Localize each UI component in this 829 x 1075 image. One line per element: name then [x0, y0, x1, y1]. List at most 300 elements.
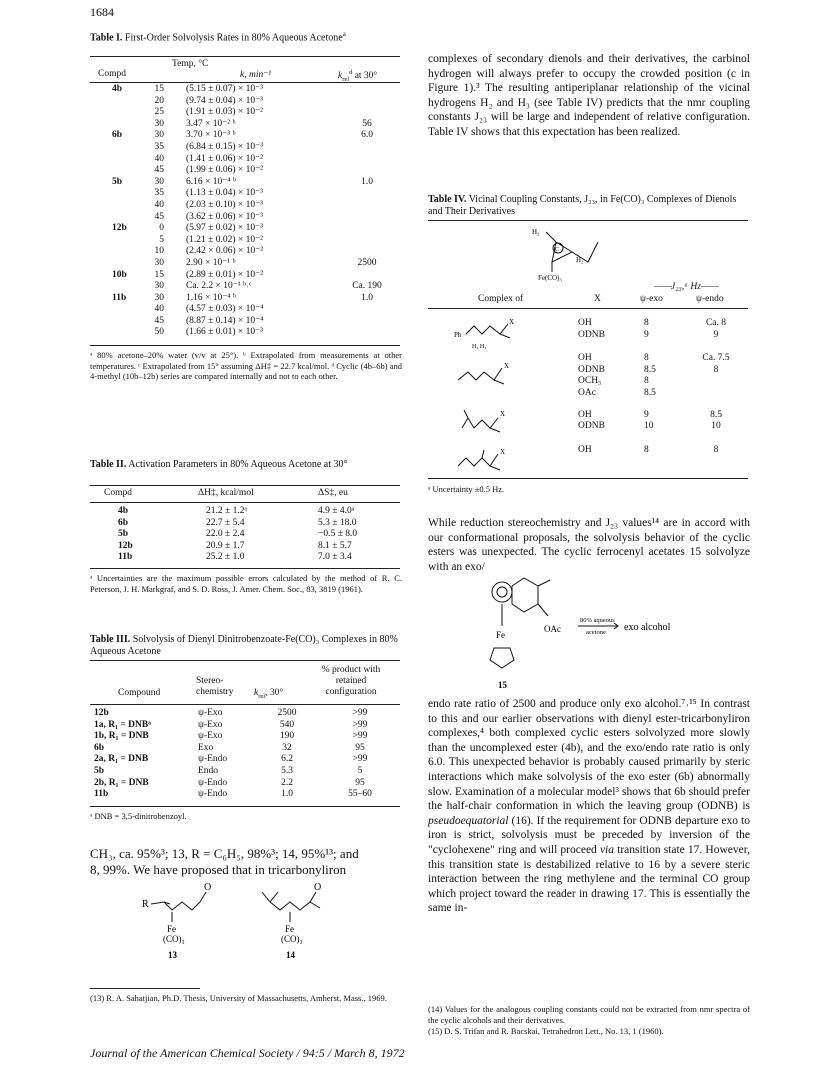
right-bottom-paragraph: endo rate ratio of 2500 and produce only exo alcohol.⁷˒¹⁵ In contrast to this and our earlier observations with dienyl ester-tricarbonyliron complexes,⁴ both complexed cyclic esters solvolyzed more slowly than the uncomplexed ester (4b), and the exo/endo rate ratio is only 6.0. This unexpected behavior is probably caused primarily by steric interactions which make solvolysis of the exo ester (6b) abnormally slow. Examination of a molecular model³ shows that 6b should prefer the half-chair conformation in which the leaving group (ODNB) is pseudoequatorial (16). If the requirement for ODNB departure exo to iron is strict, solvolysis must be preceded by inversion of the "cyclohexene" ring and will proceed via transition state 17. However, this transition state is destabilized relative to 16 by a severe steric interaction between the ring methylene and the terminal CO group which project toward the reader in drawing 17. This is essentially the same in-	[428, 698, 750, 915]
table3-cell-krel: 2500	[277, 708, 297, 718]
table3-cell-krel: 190	[279, 731, 295, 742]
table4-header-complex: Complex of	[478, 294, 524, 304]
table4-structures	[428, 310, 578, 480]
table4-caption	[428, 194, 750, 218]
table2-label: Table II.	[90, 459, 127, 470]
table4-cell-exo: 8	[644, 444, 649, 455]
table4-cell-x: OH	[578, 444, 592, 455]
table4-s3-chain	[462, 410, 500, 432]
table3-cell-pct: 95	[355, 777, 365, 788]
table1-cell-k: (1.41 ± 0.06) × 10⁻²	[186, 153, 264, 164]
table1-cell-krel	[334, 212, 400, 224]
table4-header-endo: ψ-endo	[696, 294, 724, 304]
table3-cell-stereo: ψ-Exo	[198, 719, 223, 730]
table3-row	[90, 766, 400, 778]
table1-row	[90, 293, 400, 305]
table1-header-krel-sub: rel	[342, 76, 350, 84]
table1-cell-krel: 6.0	[361, 130, 373, 141]
table4-cell-endo: Ca. 8	[705, 318, 727, 328]
table2-cell-compd: 11b	[118, 552, 133, 563]
table4-header-exo: ψ-exo	[640, 294, 663, 304]
table4-row	[578, 376, 748, 388]
table2-cell-dh: 21.2 ± 1.2ᵃ	[206, 506, 248, 516]
table1-row	[90, 270, 400, 282]
table4-s1-h: H₂ H₃	[472, 344, 487, 350]
table2-cell-compd: 12b	[118, 540, 133, 551]
table4-top-rule	[428, 220, 748, 221]
table1-cell-k: 3.70 × 10⁻³ ᵇ	[186, 130, 236, 141]
table2-cell-ds: −0.5 ± 8.0	[318, 529, 358, 540]
structure-14-number: 14	[286, 950, 295, 960]
table3-cell-compound: 1b, R₁ = DNB	[94, 731, 149, 742]
table1-cell-krel	[334, 188, 400, 200]
table1-cell-k: 3.47 × 10⁻² ᵇ	[186, 118, 236, 129]
structure-13-number: 13	[168, 950, 177, 960]
scheme15-cond2: acetone	[586, 629, 606, 636]
table1-cell-temp: 0	[159, 223, 164, 234]
table1-row	[90, 165, 400, 177]
table1-caption-sup: a	[342, 30, 346, 38]
table4-group-spacer	[578, 400, 748, 410]
table4-j-header-text: J₂₃,ᵃ Hz	[671, 282, 701, 292]
footnote-rule	[90, 988, 200, 989]
table3-row	[90, 743, 400, 755]
table1	[90, 84, 400, 339]
table1-cell-temp: 35	[154, 188, 164, 199]
table3-header-compound: Compound	[118, 688, 161, 698]
table1-cell-compd: 6b	[112, 130, 123, 141]
structure-13-carbonyl	[200, 892, 206, 902]
table3-cell-stereo: ψ-Exo	[198, 708, 223, 718]
table1-row	[90, 304, 400, 316]
table4-structure-1	[454, 318, 514, 350]
table1-cell-k: 6.16 × 10⁻⁴ ᵇ	[186, 176, 236, 187]
table4-cell-exo: 8	[644, 376, 649, 387]
scheme15-cond1: 80% aqueous	[580, 617, 615, 624]
table1-cell-temp: 10	[154, 246, 164, 257]
table1-header-k: k, min⁻¹	[240, 70, 272, 80]
table1-cell-krel	[334, 235, 400, 247]
table4-cell-endo	[684, 376, 748, 388]
table1-header-temp: Temp, °C	[172, 59, 209, 69]
structure-14-fe: Fe	[285, 924, 294, 934]
table2-header-rule	[90, 502, 400, 503]
table1-cell-compd	[90, 235, 134, 247]
table1-cell-krel	[334, 270, 400, 282]
table1-row	[90, 235, 400, 247]
table1-cell-krel	[334, 304, 400, 316]
table4-header-x: X	[594, 294, 601, 304]
table1-cell-k: (5.15 ± 0.07) × 10⁻³	[186, 84, 264, 94]
table1-cell-compd	[90, 154, 134, 166]
table1-row	[90, 223, 400, 235]
table3-cell-pct: >99	[352, 731, 368, 742]
scheme15-rings	[512, 578, 550, 616]
table1-cell-compd	[90, 119, 134, 131]
table2-cell-ds: 5.3 ± 18.0	[318, 517, 357, 528]
table2-cell-dh: 20.9 ± 1.7	[206, 540, 245, 551]
table1-row	[90, 258, 400, 270]
table4	[578, 318, 748, 468]
table1-cell-temp: 25	[154, 107, 164, 118]
table3-cell-stereo: ψ-Endo	[198, 754, 228, 765]
table2-row	[90, 518, 400, 530]
table4-cell-exo: 10	[644, 421, 654, 432]
table1-label: Table I.	[90, 32, 123, 44]
table4-row	[578, 365, 748, 377]
table1-bottom-rule	[90, 345, 400, 346]
table2-header-ds: ΔS‡, eu	[318, 488, 348, 498]
table1-cell-temp: 40	[154, 199, 164, 210]
table4-s3-x: X	[500, 410, 506, 418]
table1-cell-k: 1.16 × 10⁻⁴ ᵇ	[186, 292, 236, 303]
table4-cell-exo: 8	[644, 353, 649, 364]
table1-row	[90, 142, 400, 154]
table1-row	[90, 154, 400, 166]
table4-bottom-rule	[428, 478, 748, 479]
table3-cell-krel: 540	[279, 719, 295, 730]
table1-header-krel-sup: d	[349, 69, 353, 76]
table3-cell-krel: 32	[282, 742, 292, 753]
ref-13: (13) R. A. Sahatjian, Ph.D. Thesis, University of Massachusetts, Amherst, Mass., 1969.	[90, 993, 387, 1003]
structure-14-chain	[262, 892, 316, 910]
table3-cell-krel: 5.3	[281, 765, 293, 776]
table4-cell-x: OH	[578, 318, 592, 328]
table1-top-rule	[90, 56, 400, 57]
scheme15-fe: Fe	[496, 630, 505, 640]
table1-cell-k: (4.57 ± 0.03) × 10⁻⁴	[186, 304, 264, 315]
table1-row	[90, 316, 400, 328]
table4-cell-endo: 8	[713, 364, 719, 375]
table2-row	[90, 552, 400, 564]
table4-row	[578, 318, 748, 330]
table2-header-compd: Compd	[104, 488, 132, 498]
table3-cell-stereo: ψ-Endo	[198, 777, 228, 788]
table1-cell-temp: 50	[154, 327, 164, 338]
table1-row	[90, 246, 400, 258]
table2-cell-dh: 22.7 ± 5.4	[206, 517, 245, 528]
table3-cell-compound: 2b, R₁ = DNB	[94, 777, 149, 788]
table3	[90, 708, 400, 801]
scheme15-cp-top	[492, 582, 512, 602]
table1-cell-krel	[334, 165, 400, 177]
table4-cell-endo: 10	[711, 421, 721, 432]
table1-cell-compd	[90, 188, 134, 200]
ref-14: (14) Values for the analogous coupling constants could not be extracted from nmr spectra of the cyclic alcohols and their derivatives.	[428, 1004, 750, 1025]
table1-cell-compd	[90, 316, 134, 328]
table1-cell-k: (1.66 ± 0.01) × 10⁻³	[186, 327, 264, 338]
left-body-line2: 8, 99%. We have proposed that in tricarbonyliron	[90, 862, 347, 877]
table1-row	[90, 107, 400, 119]
table1-footnote: ᵃ 80% acetone–20% water (v/v at 25°). ᵇ Extrapolated from measurements at other temperatures. ᶜ Extrapolated from 15° assuming ΔH‡ = 22.7 kcal/mol. ᵈ Cyclic (4b–6b) and 4-methyl (10b–12b) series are compared internally and not to each other.	[90, 350, 402, 381]
structure-13-r: R	[142, 899, 149, 910]
table2-cell-ds: 4.9 ± 4.0ᵃ	[318, 506, 355, 516]
table1-cell-temp: 40	[154, 153, 164, 164]
table4-cell-endo: Ca. 7.5	[702, 353, 730, 364]
table4-cell-exo: 9	[644, 409, 649, 420]
scheme15-cp-top-inner	[497, 587, 507, 597]
table1-cell-temp: 30	[154, 130, 164, 141]
table1-cell-k: (1.91 ± 0.03) × 10⁻²	[186, 107, 264, 118]
table1-cell-compd: 4b	[112, 84, 123, 94]
table1-row	[90, 84, 400, 96]
table4-diag-c: C	[555, 247, 560, 253]
scheme15-product: exo alcohol	[624, 622, 671, 633]
table2	[90, 506, 400, 564]
right-mid-paragraph: While reduction stereochemistry and J₂₃ values¹⁴ are in accord with our conformational proposals, the solvolysis behavior of the cyclic esters was unexpected. The cyclic ferrocenyl acetates 15 solvolyze with an exo/	[428, 517, 750, 573]
table4-cell-endo: 8	[713, 444, 719, 455]
table1-cell-krel	[334, 327, 400, 339]
table1-cell-temp: 15	[154, 84, 164, 94]
table3-header-krel-sub: rel	[258, 692, 266, 700]
table1-row	[90, 130, 400, 142]
right-top-paragraph: complexes of secondary dienols and their derivatives, the carbinol hydrogen will always prefer to occupy the crowded position (c in Figure 1).³ The resulting antiperiplanar relationship of the vicinal hydrogens H₂ and H₃ (see Table IV) predicts that the nmr coupling constants J₂₃ will be large and independent of relative configuration. Table IV shows that this expectation has been realized.	[428, 53, 750, 138]
table1-cell-krel: 2500	[357, 257, 377, 268]
table4-footnote: ᵃ Uncertainty ±0.5 Hz.	[428, 484, 505, 494]
table3-cell-compound: 11b	[94, 789, 109, 800]
table3-row	[90, 778, 400, 790]
structure-13-o: O	[204, 882, 212, 893]
table4-structure-2	[458, 362, 509, 384]
table4-s4-chain	[458, 450, 500, 470]
structure-13-chain	[151, 902, 200, 910]
table3-label: Table III.	[90, 634, 131, 645]
table3-cell-krel: 1.0	[281, 789, 293, 800]
table1-cell-krel: 1.0	[361, 176, 373, 187]
table1-row	[90, 327, 400, 339]
table4-s1-ph: Ph	[454, 331, 462, 339]
table4-cell-x: ODNB	[578, 364, 605, 375]
table1-row	[90, 188, 400, 200]
ref-15: (15) D. S. Trifan and R. Bacskai, Tetrahedron Lett., No. 13, 1 (1960).	[428, 1026, 664, 1036]
table1-cell-temp: 30	[154, 118, 164, 129]
table1-cell-krel	[334, 223, 400, 235]
table4-cell-exo: 8.5	[644, 387, 656, 398]
table4-j-header: ——J₂₃,ᵃ Hz——	[654, 282, 718, 292]
table4-structure-4	[458, 448, 505, 470]
table3-caption	[90, 634, 402, 658]
table4-s1-x: X	[509, 318, 515, 326]
table4-cell-endo: 8.5	[710, 409, 722, 420]
table1-cell-krel	[334, 246, 400, 258]
table4-s2-x: X	[504, 362, 510, 370]
table4-cell-x: OAc	[578, 387, 596, 398]
table1-caption	[90, 28, 402, 44]
table2-cell-ds: 8.1 ± 5.7	[318, 540, 352, 551]
table3-header-krel-tail: , 30°	[265, 688, 284, 698]
table1-cell-krel	[334, 107, 400, 119]
table4-header-rule	[428, 308, 748, 309]
table3-row	[90, 789, 400, 801]
table2-cell-compd: 4b	[118, 506, 129, 516]
table1-cell-krel: 56	[362, 118, 372, 129]
structure-14-methyl	[310, 902, 320, 908]
table3-cell-compound: 1a, R₁ = DNBᵃ	[94, 719, 151, 730]
table4-s4-x: X	[500, 448, 506, 456]
structure-13-co: (CO)₃	[163, 934, 185, 944]
table2-row	[90, 541, 400, 553]
table4-row	[578, 353, 748, 365]
structure-13-fe: Fe	[167, 924, 176, 934]
table3-header-stereo: Stereo-chemistry	[196, 676, 234, 697]
structure-13	[142, 882, 211, 960]
table1-row	[90, 200, 400, 212]
table4-cell-x: ODNB	[578, 421, 605, 432]
table1-cell-temp: 15	[154, 269, 164, 280]
table1-cell-compd: 12b	[112, 223, 127, 234]
table1-cell-compd	[90, 327, 134, 339]
table4-row	[578, 388, 748, 400]
table4-row	[578, 330, 748, 342]
table2-header-dh: ΔH‡, kcal/mol	[198, 488, 254, 498]
table1-cell-temp: 35	[154, 141, 164, 152]
table1-cell-compd	[90, 212, 134, 224]
table1-header-rule	[90, 82, 400, 83]
table3-cell-pct: >99	[352, 719, 368, 730]
table3-cell-pct: >99	[352, 754, 368, 765]
table3-row	[90, 754, 400, 766]
table1-cell-krel: 1.0	[361, 292, 373, 303]
table1-cell-compd: 10b	[112, 269, 127, 280]
table4-cell-exo: 9	[644, 329, 649, 340]
table1-cell-temp: 5	[159, 234, 164, 245]
table2-caption-text: Activation Parameters in 80% Aqueous Acetone at 30°	[128, 459, 348, 470]
table1-cell-temp: 30	[154, 281, 164, 292]
table3-cell-stereo: Endo	[198, 765, 219, 776]
journal-footer: Journal of the American Chemical Society / 94:5 / March 8, 1972	[90, 1046, 405, 1060]
table1-cell-k: (1.13 ± 0.04) × 10⁻³	[186, 188, 264, 199]
table1-row	[90, 281, 400, 293]
table1-cell-temp: 30	[154, 257, 164, 268]
table1-cell-compd: 11b	[112, 292, 127, 303]
table3-row	[90, 720, 400, 732]
table1-cell-krel	[334, 154, 400, 166]
table1-header-krel-tail: at 30°	[352, 71, 378, 82]
table1-cell-k: (2.03 ± 0.10) × 10⁻³	[186, 199, 264, 210]
table3-cell-pct: 95	[355, 742, 365, 753]
table3-cell-compound: 12b	[94, 708, 109, 718]
table1-cell-compd	[90, 281, 134, 293]
table3-bottom-rule	[90, 806, 400, 807]
table4-row	[578, 421, 748, 433]
table1-cell-krel	[334, 316, 400, 328]
left-body-text	[90, 846, 402, 878]
table2-bottom-rule	[90, 568, 400, 569]
table1-caption-text: First-Order Solvolysis Rates in 80% Aqueous Acetone	[124, 32, 343, 44]
table4-row	[578, 410, 748, 422]
table1-cell-k: 2.90 × 10⁻¹ ᵇ	[186, 257, 236, 268]
table1-cell-compd	[90, 107, 134, 119]
table4-cell-x: OH	[578, 409, 592, 420]
table4-diag-frame	[546, 232, 598, 262]
table4-structure-3	[462, 410, 505, 432]
table1-cell-k: (6.84 ± 0.15) × 10⁻³	[186, 141, 264, 152]
scheme15-oac: OAc	[544, 624, 561, 634]
table3-cell-stereo: ψ-Endo	[198, 789, 228, 800]
table1-row	[90, 119, 400, 131]
table2-caption	[90, 459, 402, 471]
table2-row	[90, 506, 400, 518]
table4-group-spacer	[578, 433, 748, 445]
table4-s2-chain	[458, 368, 504, 384]
table1-cell-compd	[90, 142, 134, 154]
table1-cell-compd	[90, 246, 134, 258]
table3-row	[90, 708, 400, 720]
table3-cell-pct: >99	[352, 708, 368, 718]
table3-header-krel	[254, 688, 283, 702]
table3-cell-pct: 5	[357, 765, 363, 776]
table1-cell-compd: 5b	[112, 176, 123, 187]
table2-cell-compd: 6b	[118, 517, 129, 528]
table1-cell-k: Ca. 2.2 × 10⁻¹ ᵇ˒ᶜ	[186, 281, 252, 292]
table4-s1-chain	[466, 324, 510, 338]
table1-cell-krel: Ca. 190	[352, 281, 382, 292]
table3-caption-text: Solvolysis of Dienyl Dinitrobenzoate-Fe(CO)₃ Complexes in 80% Aqueous Acetone	[90, 634, 398, 657]
table1-header-krel	[338, 69, 377, 83]
table4-cell-x: OH	[578, 353, 592, 364]
table4-cell-exo: 8	[644, 318, 649, 328]
table2-row	[90, 529, 400, 541]
table3-cell-krel: 2.2	[281, 777, 293, 788]
table4-caption-text: Vicinal Coupling Constants, J₂₃, in Fe(CO)₃ Complexes of Dienols and Their Derivatives	[428, 194, 737, 217]
table1-cell-krel	[334, 96, 400, 108]
table1-cell-compd	[90, 258, 134, 270]
table3-cell-stereo: ψ-Exo	[198, 731, 223, 742]
table1-header-compd: Compd	[98, 69, 126, 79]
table3-cell-stereo: Exo	[198, 742, 214, 753]
page-number: 1684	[90, 5, 114, 19]
table1-cell-k: (9.74 ± 0.04) × 10⁻³	[186, 95, 264, 106]
table4-diag-h2: H₂	[576, 256, 584, 264]
structure-14-o: O	[314, 882, 322, 893]
table4-cell-endo: 9	[713, 329, 719, 340]
table1-cell-k: (1.99 ± 0.06) × 10⁻²	[186, 165, 264, 176]
table1-cell-k: (2.42 × 0.06) × 10⁻²	[186, 246, 264, 257]
table4-group-spacer	[578, 341, 748, 353]
table3-header-krel-k: k	[254, 688, 259, 698]
table4-diag-fe: Fe(CO)₃	[538, 274, 562, 282]
table1-cell-k: (2.89 ± 0.01) × 10⁻²	[186, 269, 264, 280]
table1-row	[90, 212, 400, 224]
table4-row	[578, 445, 748, 457]
table2-cell-dh: 22.0 ± 2.4	[206, 529, 245, 540]
table1-cell-k: (8.87 ± 0.14) × 10⁻⁴	[186, 315, 264, 326]
table3-header	[90, 662, 400, 702]
table1-cell-compd	[90, 304, 134, 316]
structures-13-14	[130, 880, 390, 970]
table1-cell-k: (1.21 ± 0.02) × 10⁻²	[186, 234, 264, 245]
table1-row	[90, 96, 400, 108]
table3-row	[90, 731, 400, 743]
table1-cell-temp: 30	[154, 176, 164, 187]
table1-header-krel-k: k	[338, 71, 343, 82]
table1-cell-temp: 20	[154, 95, 164, 106]
table3-header-pct: % product with retained configuration	[321, 665, 381, 697]
table4-diag-h3: H₃	[532, 228, 540, 236]
scheme-15	[468, 576, 718, 696]
table3-cell-compound: 2a, R₁ = DNB	[94, 754, 149, 765]
table1-row	[90, 177, 400, 189]
table4-group-spacer	[578, 456, 748, 468]
table4-cell-x: ODNB	[578, 329, 605, 340]
table3-cell-pct: 55–60	[348, 789, 372, 800]
table3-cell-compound: 6b	[94, 742, 105, 753]
table1-cell-krel	[334, 200, 400, 212]
scheme15-cp-bottom	[490, 648, 514, 668]
table1-cell-k: (5.97 ± 0.02) × 10⁻³	[186, 223, 264, 234]
table4-cell-endo	[684, 388, 748, 400]
table2-top-rule	[90, 485, 400, 486]
